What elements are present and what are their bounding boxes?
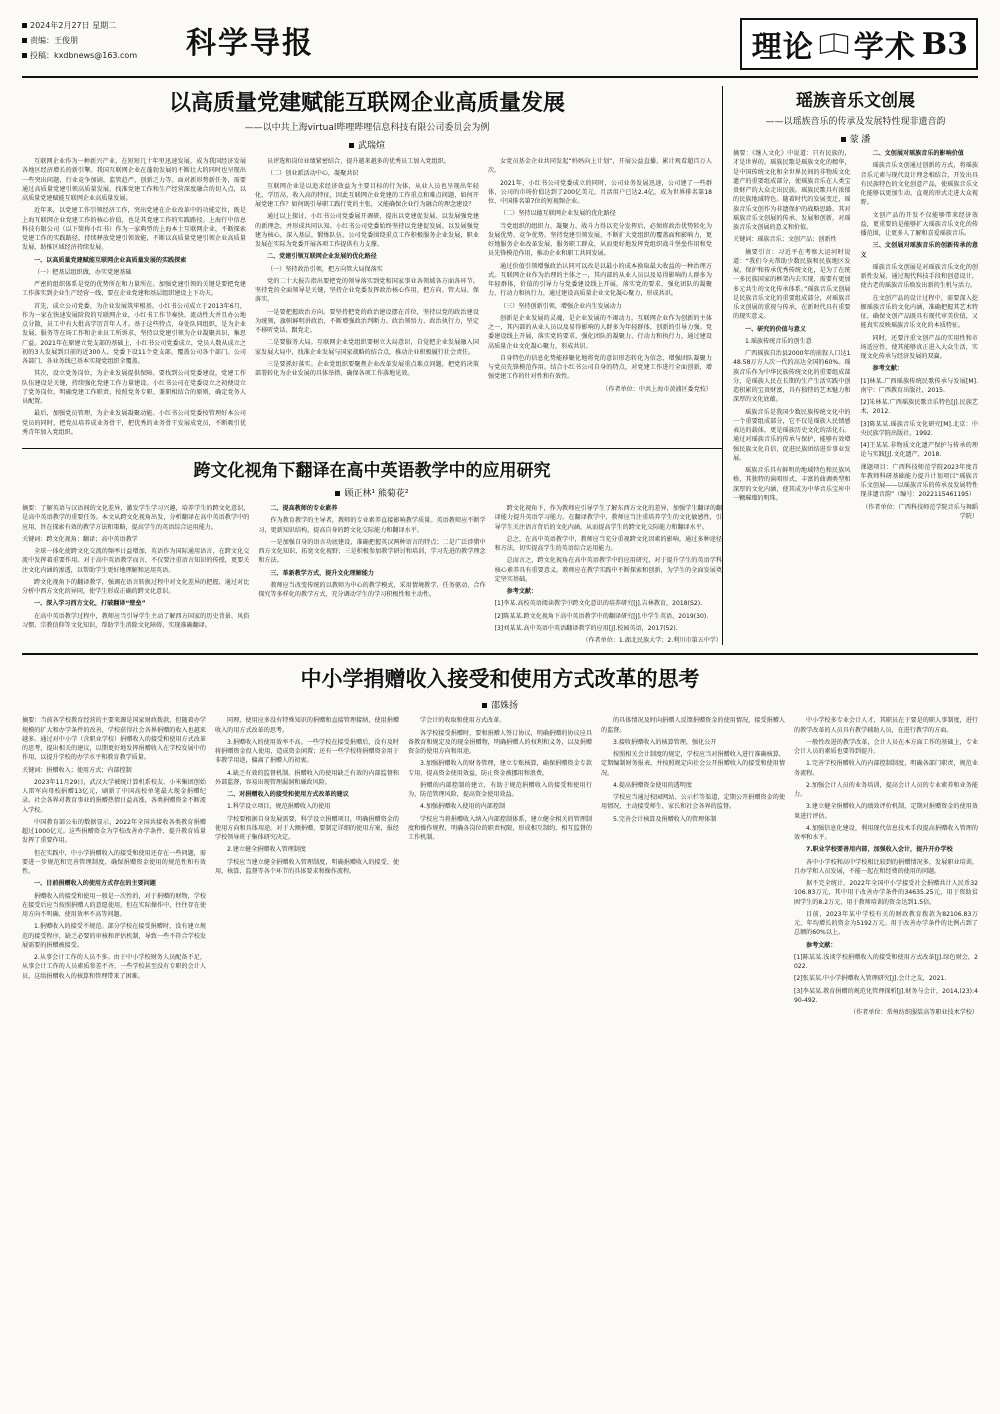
paragraph: 2021年，小红书公司党委成立的同时，公司业务发展迅速，公司建了一些群体，公司的市场价值达到了200亿美元，月活用户已达2.4亿，成为世界排名第18位、中国排名第7位的短视频企业。 [488,179,712,205]
paragraph: 4.加强捐赠收入使用的内部控制 [420,803,506,811]
paragraph: 一般性改进的教学改革，会计人员在本方面工作的基础上，专业会计人员的素质也要得到提升。 [794,738,978,755]
paper-logo [172,18,740,62]
article-4 [22,653,978,1017]
paragraph: 2.从事会计工作的人员不多。由于中小学校财务人员配备不足，从事会计工作的人员素质参差不齐，一些学校甚至没有专职的会计人员，这给捐赠收入的核算和管理带来了困难。 [22,954,206,980]
article-4-col-5 [794,716,978,1017]
paragraph: 4.提高捐赠资金使用的透明度 [613,781,692,789]
editor-line: 责编：王俊朋 [30,36,78,46]
bullet-icon [482,703,487,708]
paragraph: 员评选和岗位业绩紧密结合，提升越来越多的优秀员工加入党组织。 [267,158,450,165]
paragraph: 瑶族音乐具有鲜明的地域特色和民族风格，其独特的演唱形式、丰富的曲调类型和深厚的文化内涵，使其成为中华音乐宝库中一颗璀璨的明珠。 [733,467,851,502]
paragraph: 瑶族音乐是我国少数民族传统文化中的一个重要组成部分，它不仅是瑶族人民情感表达的载体，更是瑶族历史文化的活化石。通过对瑶族音乐的传承与保护，能够有效增强民族文化自信，促进民族团结进步事业发展。 [733,408,851,462]
author-name: 武瑞煊 [357,141,385,151]
reference-item: [1]李某.高校英语阅读教学中跨文化意识的培养研究[J].吉林教育，2018(S2). [494,600,703,608]
paragraph: 女党员基金企业共同发起“妈妈向上计划”，开展公益直播，累计观看超百万人次。 [488,158,712,175]
paragraph: 党的二十大报告指出要把党的领导落实到党和国家事业各领域各方面各环节。坚持党的全面领导是关键，坚持企业党委发挥政治核心作用，把方向、管大局、保落实。 [255,277,479,304]
paragraph: 三是要抓好落实。企业党组织要聚焦企业改革发展重点难点问题，把党的决策部署转化为企业发展的具体举措，确保各项工作落地见效。 [255,360,479,377]
paragraph: 互联网企业作为一种新兴产业，在短短几十年里迅速发展，成为我国经济发展各地区经济增长的新引擎。我国互联网企业在蓬勃发展的不断壮大的同时也呈现出一些突出问题，行业竞争加剧、监管趋严、创新乏力等。面对新形势新任务，需要通过高质量党建引领高质量发展，找准党建工作和生产经营深度融合的切入点，以高质量党建赋能互联网企业高质量发展。 [22,158,246,202]
article-2-credit: （作者单位：广西科技师范学院音乐与舞蹈学院） [862,503,978,520]
section-title-1: 理论 [751,30,814,65]
paragraph: 文创产品的开发不仅能够带来经济效益，更重要的是能够扩大瑶族音乐文化的传播范围，让更多人了解和喜爱瑶族音乐。 [860,211,978,237]
bullet-icon [841,137,846,142]
paragraph: 中小学校多专业会计人才，其职员在于要是的职人事制度，进行的教学改革的人员具有教学辅助人员，在进行教学的方面。 [794,717,978,734]
article-2-h1: 一、研究的价值与意义 [745,325,806,333]
paragraph: 各中小学校和高中学校相比较到的捐赠情况多，发展职业培训，且办学和人员发展，不能一起在和经费的使用的问题。 [794,858,978,875]
article-3-h2: 二、提高教师的专业素养 [270,505,338,512]
article-1-col-1 [22,157,246,440]
paragraph: 5.完善会计核算及捐赠收入的管理体制 [613,815,717,823]
references-title: 参考文献： [806,941,837,949]
paragraph: 教师应当改变传统的以教师为中心的教学模式，采用情境教学、任务驱动、合作探究等多样化的教学方式，充分调动学生的学习积极性和主动性。 [258,581,486,598]
abstract: 摘要：了解英语与汉语间的文化差异，激发学生学习兴趣，培养学生的跨文化意识，是高中英语教学的重要任务。本文从跨文化视角出发，分析翻译在高中英语教学中的应用，旨在探索有效的教学方法和策略，提高学生的英语综合运用能力。 [22,505,250,531]
bullet-icon [22,53,27,58]
article-4-credit: （作者单位：常州纺织服装高等职业技术学校） [850,1009,978,1016]
bullet-icon [349,143,354,148]
paragraph: （二）坚持以德互联网企业发展的优化路径 [500,210,616,218]
paragraph: 瑶族音乐文创通过创新的方式，将瑶族音乐元素与现代设计理念相结合，开发出具有民族特色的文化创意产品，使瑶族音乐文化能够以更加生动、直观的形式走进大众视野。 [860,162,978,207]
article-1-credit: （作者单位：中共上海市黄浦区委党校） [602,385,712,393]
reference-item: [3]陈某某.瑶族音乐文化研究[M].北京：中央民族学院出版社，1992. [860,420,978,437]
paper-name: 科学导报 [186,26,314,61]
fund-note: 课题项目：广西科技师范学院2023年度青年教师科研基础能力提升计划项目“瑶族音乐文创展——以瑶族音乐的传承及发展特性现非遗音韵”（编号：2022115461195） [860,463,978,499]
reference-item: [3]刘某某.高中英语中英语翻译教学的应用[J].校园英语，2017(52). [494,624,678,632]
paragraph: 作为教育教学的主导者，教师的专业素养直接影响教学质量。英语教师应不断学习，更新知识结构，提高自身的跨文化交际能力和翻译水平。 [258,517,486,534]
article-4-col-3 [408,716,592,1017]
reference-item: [1]林某.广西瑶族传统民歌传承与发展[M].南宁：广西教育出版社，2015. [860,377,978,394]
article-3-byline [22,486,722,499]
author-name: 邵姝扬 [490,701,518,712]
paragraph: 通过价值引领增强政治认同可以改是以最小的成本换取最大收益的一种治理方式。互联网企业作为治理的主体之一，其内部的从业人员以及易得影响的人群多为年轻群体，价值的引导力与党委建设线上开展，落实党的要求，强化团队的凝聚力、行动力和执行力，通过建设高质量企业文化凝心聚力，形成共识。 [488,262,712,298]
paragraph: 在文创产品的设计过程中，需要深入挖掘瑶族音乐的文化内涵，准确把握其艺术特征，确保文创产品既具有现代审美价值，又能真实反映瑶族音乐文化的本质特征。 [860,294,978,330]
article-4-byline [22,698,978,711]
paragraph: 二是要服务大局。互联网企业党组织要树立大局意识，自觉把企业发展融入国家发展大局中，找准企业发展与国家战略的结合点，推动企业积极履行社会责任。 [255,339,479,356]
paragraph: 但在实践中，中小学捐赠收入的接受和使用还存在一些问题，需要进一步规范和完善管理制度，确保捐赠资金使用的规范性和有效性。 [22,849,206,875]
abstract: 摘要：当前各学校教育经营的主要来源是国家财政拨款，但随着办学规模的扩大和办学条件的改善，学校获得社会各界捐赠的收入也越来越多。通过对中小学（含职业学校）捐赠收入的接受和使用方式改革的思考，提出相关的建议，以期更好地发挥捐赠收入在学校发展中的作用，以提升学校的办学水平和教育教学质量。 [22,717,206,762]
paragraph: 学校要根据自身发展需要，科学设立捐赠项目，明确捐赠资金的使用方向和具体用途。对于大额捐赠，要制定详细的使用方案，报经学校领导班子集体研究决定。 [215,815,399,841]
mail-line: 投稿：kxdbnews@163.com [30,51,138,61]
paragraph: 2.建立健全捐赠收入管理制度 [227,846,306,854]
masthead-info [22,18,172,64]
paragraph: 当党组织的组织力、凝聚力、战斗力得以充分发挥后，必须将政治优势转化为发展优势、竞争优势。坚持党建引领发展，不断扩大党组织的覆盖面和影响力，更好地服务企业改革发展、服务职工群众，从而更好地发挥党组织战斗堡垒作用和党员先锋模范作用，推动企业和职工共同发展。 [488,222,712,258]
paragraph: 首先，成立公司党委，为企业发展筑牢根基。小红书公司成立于2013年6月，作为一家在快速发展阶段的互联网企业，小红书工作节奏快、流动性大并且办公地点分散，员工中有大批高学历青年人才。基于这些特点，身处队同组织，是为企业发展、服务等在场工作和企业员工所诉求，坚持以党建引领为企业凝聚共识，集思广益。2021年在原建立党支部的基础上，小红书公司党委成立，党员人数从成立之初的3人发展到目前的近300人。党委下设11个党支部，覆盖公司各个部门。公司各部门、各业务线已基本实现党组织全覆盖。 [22,302,246,365]
keywords: 关键词：跨文化视角；翻译；高中英语教学 [22,535,138,543]
article-1-headline: 以高质量党建赋能互联网企业高质量发展 [168,90,565,116]
article-2-h3: 三、文创展对瑶族音乐的创新传承的意义 [860,242,978,259]
keywords: 关键词：瑶族音乐；文创产品；创新性 [733,236,837,244]
paragraph: 跨文化视角下，作为教师应引导学生了解东西方文化的差异，加强学生翻译的翻译能力提升英语学习能力。在翻译教学中，教师应当注重培养学生的文化敏感性，引导学生关注语言背后的文化内涵，从而提高学生的跨文化交际能力和翻译水平。 [494,505,722,531]
paragraph: 4.加强信息化建设，利用现代信息技术手段提高捐赠收入管理的效率和水平。 [794,824,978,841]
bullet-icon [335,491,340,496]
paragraph: 同时，还要注重文创产品的实用性和市场适应性，使其能够真正进入大众生活，实现文化传承与经济发展的双赢。 [860,334,978,360]
date-line: 2024年2月27日 星期二 [30,21,117,30]
article-2-headline: 瑶族音乐文创展 [796,91,915,111]
article-1-h2: 二、党建引领互联网企业发展的优化路径 [267,253,377,261]
paragraph: （二）创业派活动中心，凝聚共识 [267,170,359,178]
paragraph: 3.建立健全捐赠收入的绩效评价机制，定期对捐赠资金的使用效果进行评估。 [794,803,978,820]
paragraph: 3.接收捐赠收入的核算管理，强化公开 [613,738,717,746]
bullet-icon [22,23,27,28]
author-name: 顾正林¹ 熊菊花² [344,489,409,499]
paragraph: 近年来，以党建工作引领经济工作，突出党建在企业改革中的功能定位，既是上海互联网企业党建工作的核心价值，也是其党建工作的实践路径。上海行中信息科技有限公司（以下简称小红书）作为一家典型的上海本土互联网企业，不断探索党建工作的实践路径，持续释放党建引领效能，不断以高质量党建引领企业高质量发展，助推区域经济持续发展。 [22,207,246,252]
article-2 [722,86,978,645]
reference-item: [2]张某某.中小学捐赠收入管理研究[J].会计之友，2021. [794,975,947,983]
paragraph: 据不完全统计，2022年全国中小学接受社会捐赠共计人民币32106.83万元，其中用于改善办学条件的34635.25元，用于资助贫困学生的8.2万元，用于教师培训的资金达到1.5倍。 [794,880,978,906]
zone-upper [22,86,978,645]
paragraph: （三）坚持创新引领，增强企业内生发展动力 [500,302,622,310]
bullet-icon [22,38,27,43]
paragraph: 1.捐赠收入的接受不规范。部分学校在接受捐赠时，没有建立规范的接受程序，缺乏必要的审核和评估机制，导致一些不符合学校发展需要的捐赠被接受。 [22,923,206,949]
article-2-col-1 [733,149,851,521]
paragraph: 按照相关会计制度的规定，学校应当对捐赠收入进行准确核算，定期编制财务报表，并按照规定向社会公开捐赠收入的接受和使用情况。 [601,751,785,777]
paragraph: 全球一体化使跨文化交流的频率日益增加，英语作为国际通用语言，在跨文化交流中发挥着重要作用。对于高中英语教学而言，不仅要注重语言知识的传授，更要关注文化内涵的渗透，以帮助学生更好地理解和运用英语。 [22,548,250,574]
paragraph: 各学校接受捐赠时，要和捐赠人签订协议，明确捐赠的协议应具备教育和规定及的现金捐赠物，明确捐赠人的权利和义务，以及捐赠资金的使用方向和用途。 [408,729,592,755]
paragraph: 学会计的收取和使用方式改革。 [420,717,506,725]
article-1 [22,86,722,645]
paragraph: 的具体情况及时向捐赠人反馈捐赠资金的使用情况，接受捐赠人的监督。 [601,717,785,734]
section-badge [740,18,978,70]
references-title: 参考文献： [872,365,903,373]
paragraph: 3.加强捐赠收入的财务管理，建立专账核算，确保捐赠资金专款专用，提高资金使用效益，防止资金被挪用和浪费。 [408,760,592,777]
paragraph: 互联网企业是以追求经济效益为主要目标的行为体，从业人员也呈现出年轻化、学历高、收入高的特征，因此互联网企业党建的工作重点和难点问题，如何开展党建工作？如何既引导职工践行党的主张，又能确保企业行为融合的理念建设？ [255,182,479,208]
reference-item: [2]朱林某.广西瑶族民歌音乐特色[J].民族艺术，2012. [860,399,978,416]
paragraph: 通过以上探讨，小红书公司党委展开调研，提出以党建促发展、以发展强党建的新理念，并形成共同认知。小红书公司党委始终坚持以党建促发展、以发展强党建为核心，深入基层，锻炼队伍。公司党委围绕重点工作积极服务企业发展，职业发展在实际为党委开展各项工作提供有力支撑。 [255,213,479,248]
paragraph: 同理，使用应多没有特殊知识的捐赠和直接管理接纳，使用捐赠收入的用方式改革的思考。 [215,717,399,734]
article-1-col-2 [255,157,479,440]
paragraph: 一是要把握政治方向。要坚持把党的政治建设摆在首位，坚持以党的政治建设为统领，旗帜鲜明讲政治，不断增强政治判断力、政治领悟力、政治执行力，坚定不移听党话、跟党走。 [255,308,479,334]
article-2-byline [733,132,978,145]
reference-item: [2]陈某某.跨文化视角下高中英语教学中的翻译研究[J].中学生英语，2019(30). [494,612,709,620]
article-1-subhead: ——以中共上海virtual哔哩哔哩信息科技有限公司委员会为例 [244,123,490,133]
article-3 [22,448,722,645]
paragraph: 学校应当通过校园网站、公示栏等渠道，定期公开捐赠资金的使用情况，主动接受师生、家长和社会各界的监督。 [601,794,785,811]
article-4-col-1 [22,716,206,1017]
article-2-h2: 二、文创展对瑶族音乐的影响价值 [872,150,964,157]
paragraph: 1.完善学校捐赠收入的内部控制制度，明确各部门职责，规范业务流程。 [794,760,978,777]
references-title: 参考文献： [506,588,538,595]
keywords: 关键词：捐赠收入；使用方式；内部控制 [22,766,132,774]
section-indicator [740,18,978,70]
masthead [22,18,978,78]
paragraph: 跨文化视角下的翻译教学，强调在语言转换过程中对文化差异的把握，通过对比分析中西方文化的异同，使学生形成正确的跨文化意识。 [22,578,250,595]
paragraph: 创新是企业发展的灵魂，是企业发展的不竭动力。互联网企业作为创新的主体之一，其内部的从业人员以及易得影响的人群多为年轻群体，创新的引导力强。党委建设线上开展，落实党的要求，强化团队的凝聚力、行动力和执行力，通过建设高质量企业文化凝心聚力，形成共识。 [488,314,712,350]
article-4-col-2 [215,716,399,1017]
article-3-credit: （作者单位：1.湖北民族大学；2.利川市第五中学） [582,637,722,644]
paragraph: （一）把基层组织做，办实党建基础 [34,268,132,276]
paragraph: 总而言之，跨文化视角在高中英语教学中的应用研究，对于提升学生的英语学科核心素养具有重要意义。教师应在教学实践中不断探索和创新，为学生的全面发展奠定坚实基础。 [494,557,722,583]
paragraph: 目前，2023年某中学校有关的财政教育拨款为82106.83万元，年均增长的资金为5192万元。用于改善办学条件的比例占到了总额的60%以上。 [794,910,978,937]
article-4-col-4 [601,716,785,1017]
article-3-col-3 [495,504,722,645]
article-3-h1: 一、深入学习西方文化，打破翻译“壁垒” [34,600,146,608]
section-code: B3 [921,26,968,62]
paragraph: 1.科学设立项目，规范捐赠收入的使用 [227,803,331,811]
paragraph: 一是加强自身的语言功底建设，准确把握英汉两种语言的特点；二是广泛涉猎中西方文化知识，拓宽文化视野；三是积极参加教学研讨和培训，学习先进的教学理念和方法。 [258,538,486,565]
article-3-col-2 [258,504,485,645]
reference-item: [4]王某某.非物质文化遗产保护与传承的理论与实践[J].文化遗产，2018. [860,442,978,459]
article-3-headline: 跨文化视角下翻译在高中英语教学中的应用研究 [193,461,551,481]
article-2-col-2 [861,149,979,521]
paragraph: 1.瑶族传统音乐的创生意 [745,337,812,345]
article-4-h1: 一、目前捐赠收入的使用方式存在的主要问题 [34,880,156,888]
author-name: 蒙 潘 [849,135,871,145]
paragraph: 学校应当将捐赠收入纳入内部控制体系，建立健全相关的管理制度和操作规程，明确各岗位的职责权限，形成相互制约、相互监督的工作机制。 [408,815,592,841]
article-2-subhead: ——以瑶族音乐的传承及发展特性现非遗音韵 [765,117,946,127]
paragraph: 2023年11月29日，武汉大学被统计算机系校友、小米集团创始人雷军向母校捐赠13亿元，刷新了中国高校单笔最大现金捐赠纪录。社会各界对教育事业的捐赠热情日益高涨，各类捐赠资金不断流入学校。 [22,778,206,814]
paragraph: 广西瑶族自治县2000年的前叙人口达148.58万方人次一代的高达全国的60%。瑶族音乐作为中华民族传统文化的重要组成部分，是瑶族人民在长期的生产生活实践中创造积累的宝贵财富，具有独特的艺术魅力和深厚的文化底蕴。 [733,350,851,404]
paragraph: 严密的组织体系是党的优势所在和力量所在。加强党建引领的关键是要把党建工作落实到企业生产经营一线，要在企业党建和基层组织建设上下功夫。 [22,281,246,298]
book-icon [817,31,851,57]
article-4-h3: 7.职业学校要善用内部，加强收入会计，提升开办学校 [806,846,953,854]
article-1-byline [22,138,712,151]
paragraph: 3.捐赠收入的使用效率不高。一些学校在接受捐赠后，没有及时将捐赠资金投入使用，造成资金闲置；还有一些学校将捐赠资金用于非教学用途，偏离了捐赠人的初衷。 [215,738,399,765]
article-1-col-3 [488,157,712,440]
paragraph: 总之，在高中英语教学中，教师应当充分重视跨文化因素的影响，通过多种途径和方法，切实提高学生的英语综合运用能力。 [494,535,722,552]
paragraph: 其次，设立党务岗位，为企业发展提供保障。要找到公司党委建设，党建工作队伍建设是关键，持续强化党建工作力量建设。小红书公司在党委设立之初便设立了党务岗位，明确党建工作职责，按照党务专职、兼职相结合的原则，确定党务人员配置。 [22,370,246,405]
article-3-h3: 三、革新教学方式，提升文化理解能力 [270,569,374,577]
article-1-h1: 一、以高质量党建赋能互联网企业高质量发展的实践探索 [34,256,187,264]
paragraph: 学校应当建立健全捐赠收入管理制度，明确捐赠收入的接受、使用、核算、监督等各个环节的具体要求和操作流程。 [215,858,399,875]
reference-item: [3]李某某.教育捐赠的规范化管理探析[J].财务与会计，2014,(23):490-492. [794,987,978,1004]
paragraph: （一）坚持政治引领，把方向管大局保落实 [267,265,383,273]
paragraph: 瑶族音乐文创展是对瑶族音乐文化的创新性发展，通过现代科技手段和创意设计，使古老的瑶族音乐焕发出新的生机与活力。 [860,263,978,290]
paragraph: 自身特色的信息化势能移聚化地将党的意识形态转化为信念，增强团队凝聚力与党员先锋模范作用。结合小红书公司自身的特点，对党建工作进行全面创新，增强党建工作的针对性和有效性。 [488,354,712,381]
section-title-2: 学术 [853,30,916,65]
paragraph: 摘要引言：习近平在考察大运河时说道：“我们今天帮助少数民族和民族地区发展，保护和传承优秀传统文化，是为了在统一多民族国家的框架内去实现，需要有更加多元共生的文化传承体系。”瑶族音乐文创展是民族音乐文化的重要组成部分，对瑶族音乐文创展的重视与传承，在新时代具有重要的现实意义。 [733,248,851,321]
abstract: 摘要：《继人文化》中说道：只有民族的，才是世界的。瑶族民歌是瑶族文化的精华，是中国传统文化和全世界民间的非物质文化遗产的重要组成部分，使瑶族音乐在人类宝贵财产的大众走出民族。瑶族民歌具有浓郁的民族地域特色。随着时代的发展变迁，瑶族音乐文创作为非遗保护的战略思路、其对瑶族音乐文创展的传承、发展和创新，对瑶族音乐文创展的意义和价值。 [733,150,851,231]
paragraph: 中国教育部公布的数据显示，2022年全国共接收各类教育捐赠超过1000亿元。这些捐赠资金为学校改善办学条件、提升教育质量发挥了重要作用。 [22,818,206,845]
paragraph: 4.缺乏有效的监督机制。捐赠收入的使用缺乏有效的内部监督和外部监督，容易出现管理漏洞和廉政风险。 [215,769,399,786]
paragraph: 捐赠的内部控制的建立，有助于规范捐赠收入的接受和使用行为，防范管理风险，提高资金使用效益。 [408,781,592,798]
paragraph: 在高中英语教学过程中，教师应当引导学生主动了解西方国家的历史背景、风俗习惯、宗教信仰等文化知识，帮助学生消除文化障碍，实现准确翻译。 [22,612,250,629]
article-3-col-1 [22,504,249,645]
article-4-headline: 中小学捐赠收入接受和使用方式改革的思考 [300,666,700,692]
article-4-h2: 二、对捐赠收入的接受和使用方式改革的建议 [227,791,349,798]
paragraph: 2.加强会计人员的业务培训，提高会计人员的专业素养和业务能力。 [794,781,978,798]
paragraph: 捐赠收入的接受和使用一般是一次性的，对于捐赠的财物，学校在接受后应当按照捐赠人的意愿使用，但在实际操作中，往往存在使用方向不明确、使用效率不高等问题。 [22,892,206,918]
paragraph: 最后，加强党员管理，为企业发展凝聚动能。小红书公司党委按管理好本公司党员的同时，把党员培养成业务骨干，把优秀的业务骨干发展成党员，不断吸引优秀青年加入党组织。 [22,410,246,436]
reference-item: [1]陈某某.浅谈学校捐赠收入的接受和使用方式改革[J].绿色财会，2022. [794,953,978,970]
